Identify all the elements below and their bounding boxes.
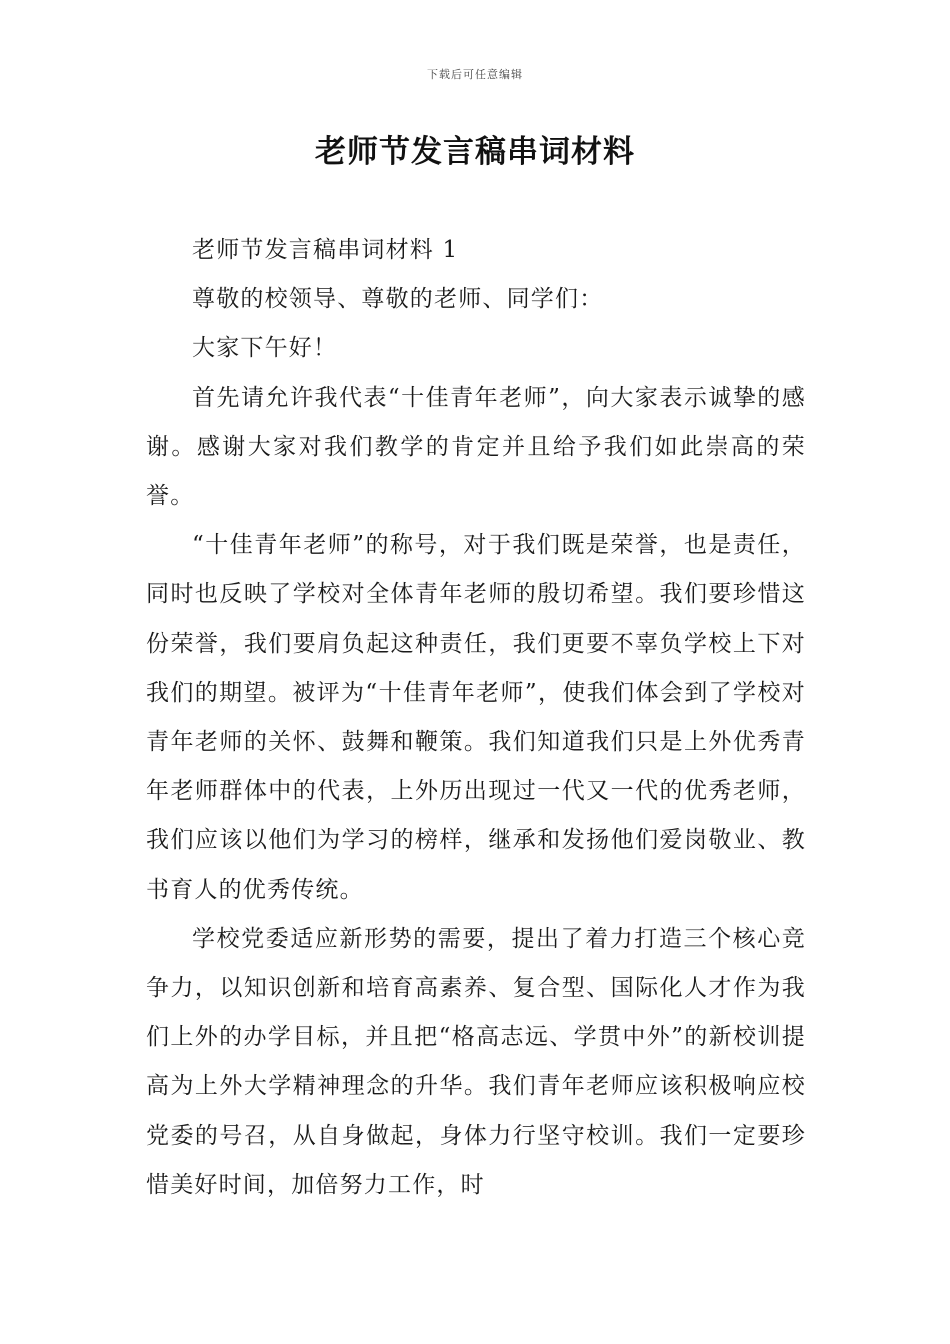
paragraph: “十佳青年老师”的称号，对于我们既是荣誉，也是责任，同时也反映了学校对全体青年老师的殷切希望。我们要珍惜这份荣誉，我们要肩负起这种责任，我们更要不辜负学校上下对我们的期望。被评为“十佳青年老师”，使我们体会到了学校对青年老师的关怀、鼓舞和鞭策。我们知道我们只是上外优秀青年老师群体中的代表，上外历出现过一代又一代的优秀老师，我们应该以他们为学习的榜样，继承和发扬他们爱岗敬业、教书育人的优秀传统。 xyxy=(146,532,806,903)
paragraph-subtitle: 老师节发言稿串词材料 1 xyxy=(192,237,459,263)
paragraph: 首先请允许我代表“十佳青年老师”，向大家表示诚挚的感谢。感谢大家对我们教学的肯定并且给予我们如此崇高的荣誉。 xyxy=(146,384,806,510)
document-title: 老师节发言稿串词材料 xyxy=(315,134,635,170)
paragraph-greeting: 大家下午好！ xyxy=(192,335,338,362)
paragraph-salutation: 尊敬的校领导、尊敬的老师、同学们： xyxy=(192,286,604,313)
header-note: 下载后可任意编辑 xyxy=(427,68,523,81)
paragraph: 学校党委适应新形势的需要，提出了着力打造三个核心竞争力，以知识创新和培育高素养、复合型、国际化人才作为我们上外的办学目标，并且把“格高志远、学贯中外”的新校训提高为上外大学精神理念的升华。我们青年老师应该积极响应校党委的号召，从自身做起，身体力行坚守校训。我们一定要珍惜美好时间，加倍努力工作，时 xyxy=(146,925,806,1198)
document-body xyxy=(146,226,806,1210)
